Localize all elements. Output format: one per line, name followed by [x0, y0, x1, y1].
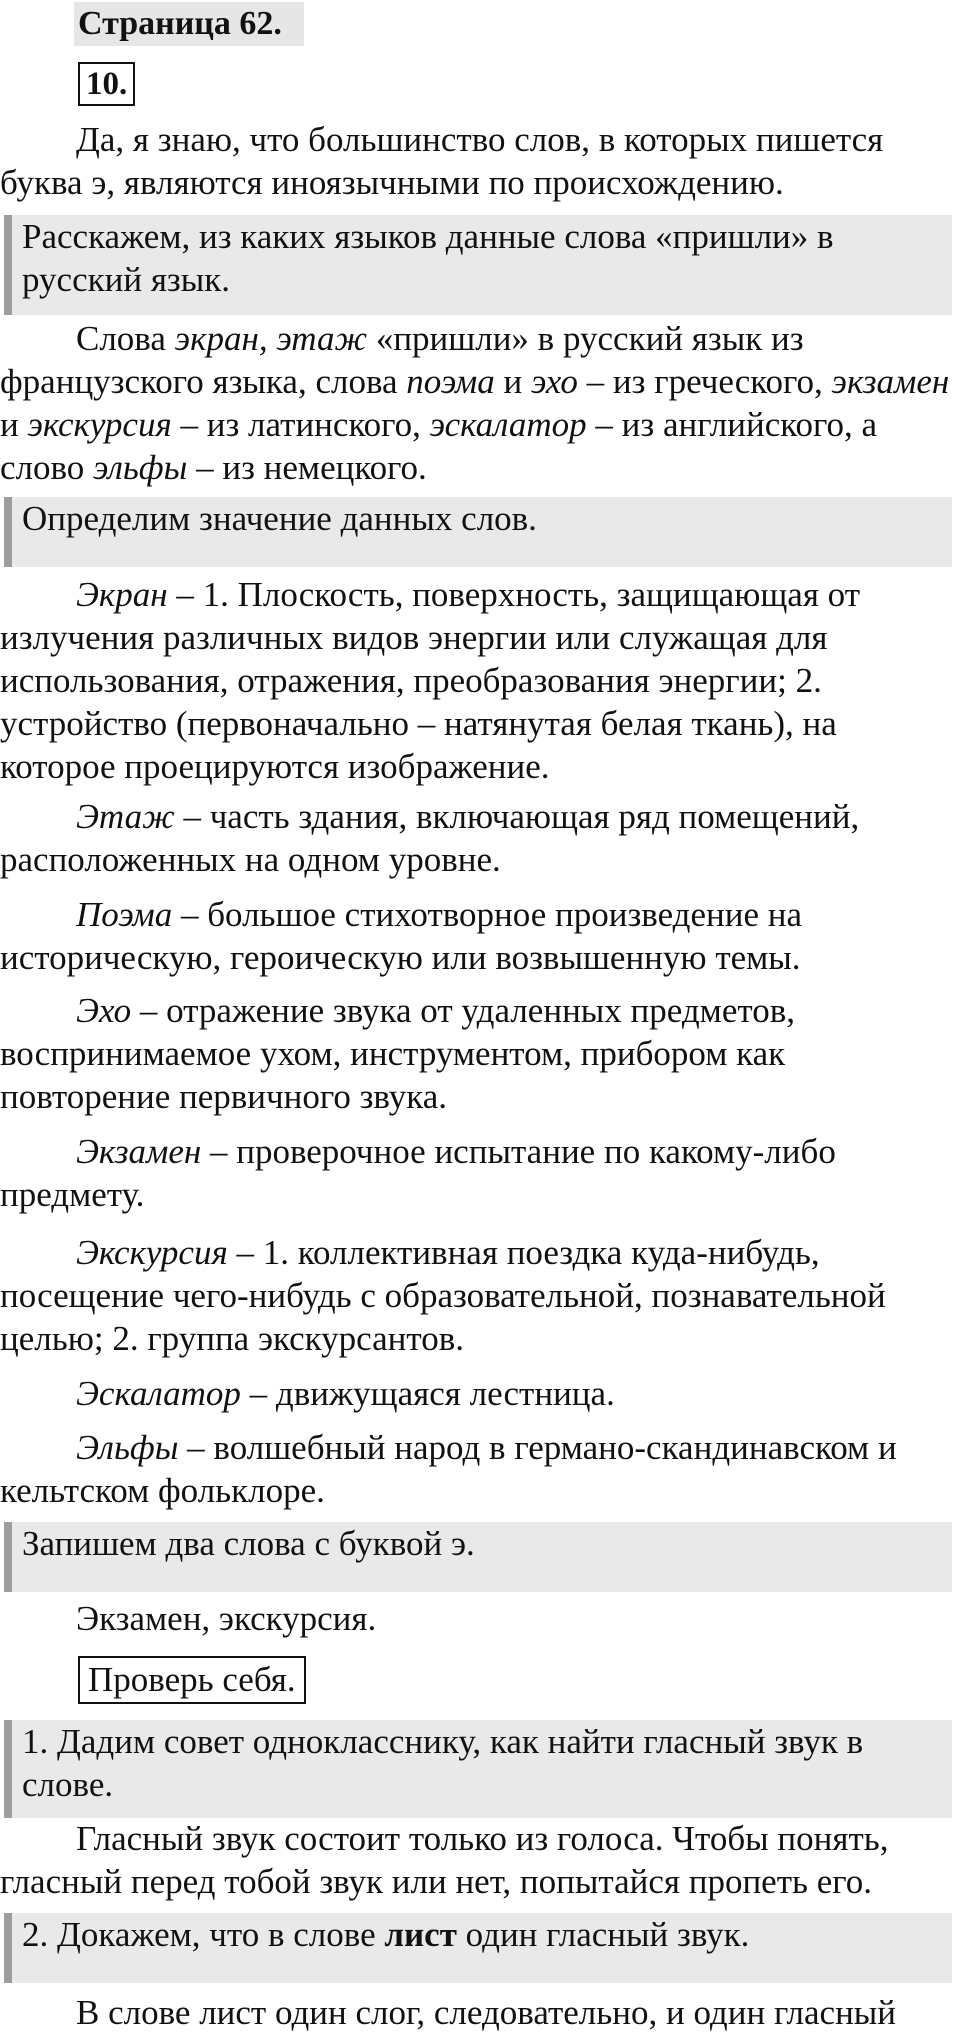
definition-poema: Поэма – большое стихотворное произведение на историческую, героическую или возвышенную темы.: [0, 895, 803, 977]
definition-ekho: Эхо – отражение звука от удаленных предметов, воспринимаемое ухом, инструментом, прибором как повторение первичного звука.: [0, 991, 795, 1116]
exercise-number: 10.: [78, 62, 135, 106]
answer-one-vowel: В слове лист один слог, следовательно, и один гласный: [76, 1993, 897, 2032]
answer-two-words: Экзамен, экскурсия.: [76, 1599, 377, 1638]
task-prove-one-vowel: 2. Докажем, что в слове лист один гласный звук.: [4, 1913, 952, 1983]
answer-vowel-advice: Гласный звук состоит только из голоса. Чтобы понять, гласный перед тобой звук или нет, попытайся пропеть его.: [0, 1819, 889, 1901]
task-vowel-advice: 1. Дадим совет однокласснику, как найти гласный звук в слове.: [4, 1720, 952, 1818]
definition-ekzamen: Экзамен – проверочное испытание по какому-либо предмету.: [0, 1132, 836, 1214]
definition-eskalator: Эскалатор – движущаяся лестница.: [76, 1374, 615, 1413]
word-ekskursiya: экскурсия: [27, 405, 172, 444]
word-ekzamen: экзамен: [831, 362, 950, 401]
check-yourself-label: Проверь себя.: [78, 1656, 306, 1704]
definition-ekskursiya: Экскурсия – 1. коллективная поездка куда-нибудь, посещение чего-нибудь с образовательной, познавательной целью; 2. группа экскурсантов.: [0, 1233, 886, 1358]
word-ekho: эхо: [531, 362, 578, 401]
intro-paragraph: Да, я знаю, что большинство слов, в которых пишется буква э, являются иноязычными по происхождению.: [0, 120, 884, 202]
task-meanings: Определим значение данных слов.: [4, 497, 952, 567]
word-eskalator: эскалатор: [429, 405, 587, 444]
task-write-two-words: Запишем два слова с буквой э.: [4, 1522, 952, 1592]
word-poema: поэма: [406, 362, 495, 401]
page-title: Страница 62.: [74, 2, 304, 46]
word-elfy: эльфы: [93, 448, 188, 487]
origins-paragraph: Слова экран, этаж «пришли» в русский язык из французского языка, слова поэма и эхо – из греческого, экзамен и экскурсия – из латинского, эскалатор – из английского, а слово эльфы – из немецкого.: [0, 319, 950, 487]
word-ekran-etazh: экран, этаж: [174, 319, 368, 358]
word-list-bold: лист: [384, 1915, 457, 1954]
definition-elfy: Эльфы – волшебный народ в германо-скандинавском и кельтском фольклоре.: [0, 1428, 897, 1510]
definition-ekran: Экран – 1. Плоскость, поверхность, защищающая от излучения различных видов энергии или служащая для использования, отражения, преобразования энергии; 2. устройство (первоначально – натянутая белая ткань), на которое проецируются изображение.: [0, 575, 861, 786]
task-origins: Расскажем, из каких языков данные слова «пришли» в русский язык.: [4, 215, 952, 315]
definition-etazh: Этаж – часть здания, включающая ряд помещений, расположенных на одном уровне.: [0, 797, 860, 879]
